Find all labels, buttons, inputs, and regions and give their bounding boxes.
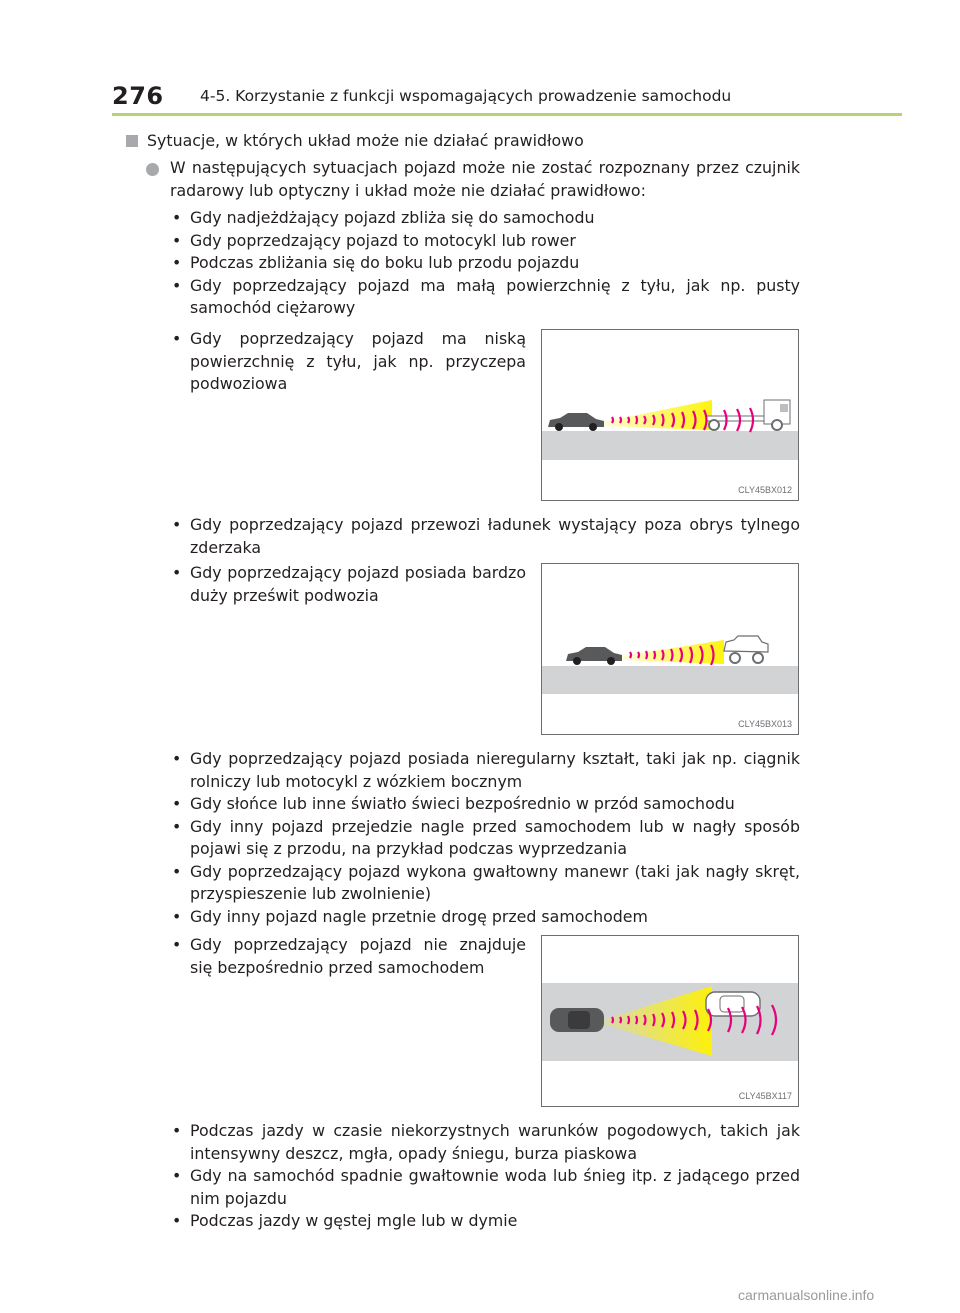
lead-car-top-view [706,992,760,1016]
chapter-title: 4-5. Korzystanie z funkcji wspomagających prowadzenie samochodu [200,87,732,105]
list-item: • Gdy słońce lub inne światło świeci bezpośrednio w przód samochodu [170,793,800,816]
list-item: • Podczas jazdy w gęstej mgle lub w dymie [170,1210,800,1233]
section-title [126,131,584,150]
illustration-offset-vehicle [542,936,798,1106]
own-car-top-view [550,1008,604,1032]
list-item: • Gdy poprzedzający pojazd nie znajduje się bezpośrednio przed samochodem [170,934,526,979]
list-item: • Gdy nadjeżdżający pojazd zbliża się do samochodu [170,207,800,230]
figure-low-trailer [541,329,799,501]
square-bullet-icon [126,135,138,147]
figure-code: CLY45BX012 [738,485,792,495]
suv [724,636,768,663]
list-item: • Gdy na samochód spadnie gwałtownie woda lub śnieg itp. z jadącego przed nim pojazdu [170,1165,800,1210]
truck [706,400,790,430]
bullet-list-1 [170,207,800,320]
bullet-list-fig3 [170,934,526,979]
illustration-high-clearance [542,564,798,734]
bullet-list-3 [170,1120,800,1233]
figure-high-clearance [541,563,799,735]
list-item: • Gdy inny pojazd przejedzie nagle przed samochodem lub w nagły sposób pojawi się z przodu, na przykład podczas wyprzedzania [170,816,800,861]
figure-offset-vehicle [541,935,799,1107]
list-item: • Gdy poprzedzający pojazd to motocykl lub rower [170,230,800,253]
road [542,431,798,460]
list-item: • Gdy inny pojazd nagle przetnie drogę przed samochodem [170,906,800,929]
section-title-text: Sytuacje, w których układ może nie działać prawidłowo [147,131,584,150]
list-item: • Gdy poprzedzający pojazd ma niską powierzchnię z tyłu, jak np. przyczepa podwoziowa [170,328,526,396]
list-item: • Podczas jazdy w czasie niekorzystnych warunków pogodowych, takich jak intensywny deszcz, mgła, opady śniegu, burza piaskowa [170,1120,800,1165]
list-item: • Gdy poprzedzający pojazd wykona gwałtowny manewr (taki jak nagły skręt, przyspieszenie lub zwolnienie) [170,861,800,906]
bullet-list-fig1 [170,328,526,396]
circle-bullet-icon [146,163,159,176]
bullet-list-cargo [170,514,800,559]
list-item: • Podczas zbliżania się do boku lub przodu pojazdu [170,252,800,275]
own-car [566,647,622,665]
header-divider [112,113,902,116]
bullet-list-2 [170,748,800,928]
bullet-list-fig2 [170,562,526,607]
list-item: • Gdy poprzedzający pojazd posiada bardzo duży prześwit podwozia [170,562,526,607]
page-header [112,82,912,122]
figure-code: CLY45BX117 [738,1091,792,1101]
road [542,666,798,694]
own-car [548,413,604,431]
section-intro: W następujących sytuacjach pojazd może nie zostać rozpoznany przez czujnik radarowy lub optyczny i układ może nie działać prawidłowo: [170,158,800,200]
list-item: • Gdy poprzedzający pojazd ma małą powierzchnię z tyłu, jak np. pusty samochód ciężarowy [170,275,800,320]
list-item: • Gdy poprzedzający pojazd posiada nieregularny kształt, taki jak np. ciągnik rolniczy lub motocykl z wózkiem bocznym [170,748,800,793]
watermark: carmanualsonline.info [738,1287,875,1303]
page-number: 276 [112,82,164,110]
figure-code: CLY45BX013 [738,719,792,729]
illustration-low-trailer [542,330,798,500]
list-item: • Gdy poprzedzający pojazd przewozi ładunek wystający poza obrys tylnego zderzaka [170,514,800,559]
